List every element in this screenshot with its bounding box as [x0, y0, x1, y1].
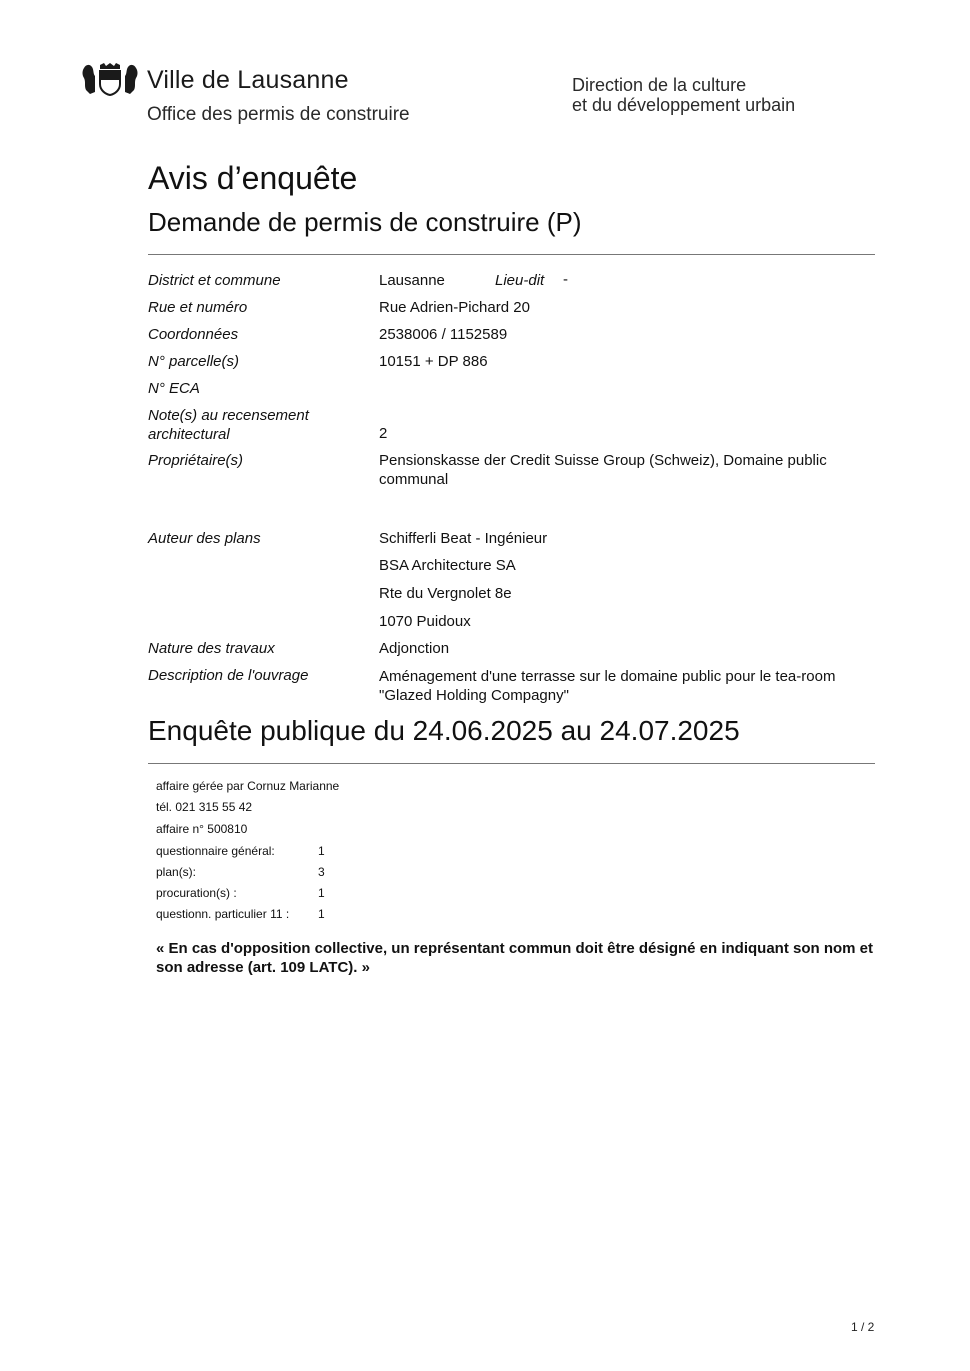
opposition-notice: « En cas d'opposition collective, un représentant commun doit être désigné en indiquant son nom et son adresse (art. 109 LATC). »: [156, 940, 874, 976]
rue-label: Rue et numéro: [148, 299, 248, 316]
district-label: District et commune: [148, 272, 281, 289]
affaire-phone: tél. 021 315 55 42: [156, 800, 253, 814]
description-label: Description de l'ouvrage: [148, 667, 309, 684]
doc-label: questionn. particulier 11 :: [156, 907, 290, 921]
enquete-divider: [148, 763, 875, 764]
coord-value: 2538006 / 1152589: [379, 326, 508, 343]
doc-value: 1: [318, 886, 325, 900]
page-subtitle: Demande de permis de construire (P): [148, 207, 582, 237]
office-name: Office des permis de construire: [147, 104, 410, 125]
auteur-line-1: Schifferli Beat - Ingénieur: [379, 530, 548, 547]
title-divider: [148, 254, 875, 255]
eca-label: N° ECA: [148, 380, 200, 397]
doc-label: procuration(s) :: [156, 886, 237, 900]
note-label: [148, 406, 309, 444]
auteur-label: Auteur des plans: [148, 530, 261, 547]
note-label-line-2: architectural: [148, 426, 230, 443]
proprietaire-line-1: Pensionskasse der Credit Suisse Group (Schweiz), Domaine public: [379, 452, 827, 469]
affaire-number: affaire n° 500810: [156, 822, 248, 836]
parcelle-label: N° parcelle(s): [148, 353, 240, 370]
lieu-dit-label: Lieu-dit: [495, 272, 545, 289]
doc-value: 1: [318, 844, 325, 858]
doc-label: questionnaire général:: [156, 844, 275, 858]
page-number: 1 / 2: [851, 1320, 875, 1334]
doc-value: 3: [318, 865, 325, 879]
parcelle-value: 10151 + DP 886: [379, 353, 488, 370]
nature-value: Adjonction: [379, 640, 450, 657]
description-line-1: Aménagement d'une terrasse sur le domaine public pour le tea-room: [379, 668, 836, 685]
direction-line-2: et du développement urbain: [572, 95, 796, 115]
affaire-manager: affaire gérée par Cornuz Marianne: [156, 779, 340, 793]
proprietaire-line-2: communal: [379, 471, 449, 488]
direction-name: [572, 75, 795, 115]
note-value: 2: [379, 425, 388, 442]
proprietaire-value: [379, 451, 827, 489]
rue-value: Rue Adrien-Pichard 20: [379, 299, 530, 316]
coord-label: Coordonnées: [148, 326, 239, 343]
nature-label: Nature des travaux: [148, 640, 275, 657]
doc-value: 1: [318, 907, 325, 921]
auteur-line-4: 1070 Puidoux: [379, 613, 471, 630]
lausanne-coat-of-arms-icon: [80, 62, 140, 96]
description-line-2: "Glazed Holding Compagny": [379, 687, 569, 704]
description-value: [379, 667, 835, 705]
enquete-period: Enquête publique du 24.06.2025 au 24.07.2025: [148, 715, 740, 746]
note-label-line-1: Note(s) au recensement: [148, 407, 309, 424]
auteur-line-3: Rte du Vergnolet 8e: [379, 585, 512, 602]
city-name: Ville de Lausanne: [147, 66, 349, 94]
district-value: Lausanne: [379, 272, 445, 289]
direction-line-1: Direction de la culture: [572, 75, 747, 95]
auteur-line-2: BSA Architecture SA: [379, 557, 516, 574]
lieu-dit-value: -: [563, 271, 568, 288]
page-title: Avis d’enquête: [148, 160, 358, 196]
doc-label: plan(s):: [156, 865, 197, 879]
proprietaire-label: Propriétaire(s): [148, 452, 244, 469]
